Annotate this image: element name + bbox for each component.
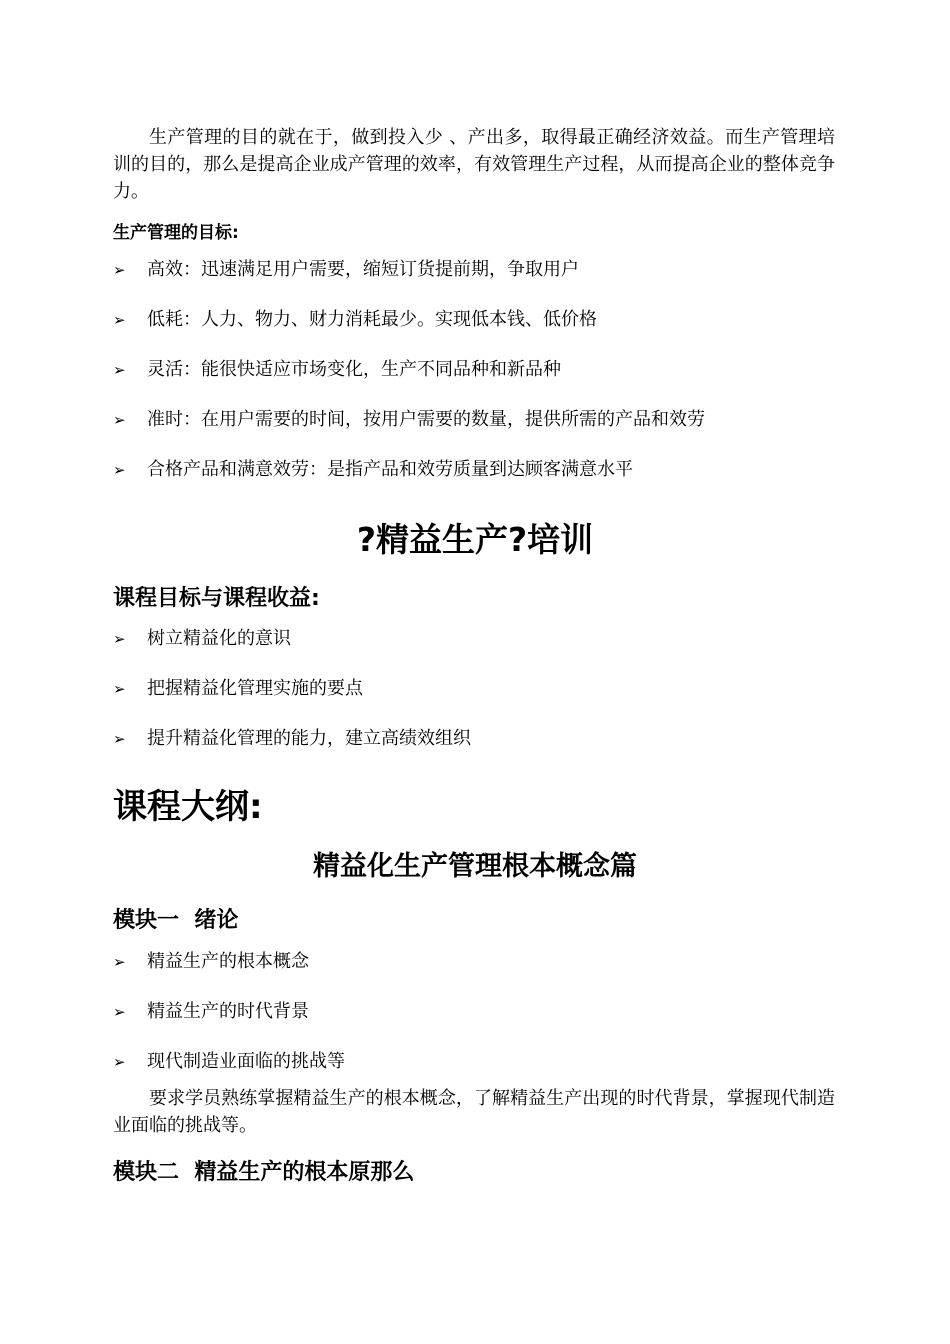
list-item [113, 257, 579, 283]
list-item-label: 低耗：人力、物力、财力消耗最少。实现低本钱、低价格 [147, 309, 597, 330]
list-item-label: 树立精益化的意识 [147, 628, 291, 649]
list-item [113, 357, 561, 383]
list-item-label: 精益生产的时代背景 [147, 1001, 309, 1022]
list-item-label: 现代制造业面临的挑战等 [147, 1051, 345, 1072]
intro-paragraph: 生产管理的目的就在于，做到投入少 、产出多，取得最正确经济效益。而生产管理培训的目的，那么是提高企业成产管理的效率，有效管理生产过程，从而提高企业的整体竞争力。 [113, 127, 835, 202]
module1-paragraph: 要求学员熟练掌握精益生产的根本概念，了解精益生产出现的时代背景，掌握现代制造业面临的挑战等。 [113, 1088, 835, 1136]
module2-heading: 模块二 精益生产的根本原那么 [113, 1160, 415, 1185]
arrow-bullet-icon: ➢ [113, 411, 126, 429]
arrow-bullet-icon: ➢ [113, 311, 126, 329]
arrow-bullet-icon: ➢ [113, 953, 126, 971]
list-item-label: 把握精益化管理实施的要点 [147, 678, 363, 699]
arrow-bullet-icon: ➢ [113, 1003, 126, 1021]
list-item [113, 626, 291, 652]
benefits-heading: 课程目标与课程收益: [113, 586, 320, 611]
list-item [113, 307, 597, 333]
list-item-label: 准时：在用户需要的时间，按用户需要的数量，提供所需的产品和效劳 [147, 409, 705, 430]
list-item [113, 949, 309, 975]
list-item [113, 726, 471, 752]
training-title: ?精益生产?培训 [356, 520, 594, 559]
arrow-bullet-icon: ➢ [113, 361, 126, 379]
list-item [113, 676, 363, 702]
arrow-bullet-icon: ➢ [113, 630, 126, 648]
outline-heading: 课程大纲: [113, 787, 263, 827]
list-item-label: 灵活：能很快适应市场变化，生产不同品种和新品种 [147, 359, 561, 380]
list-item-label: 合格产品和满意效劳：是指产品和效劳质量到达顾客满意水平 [147, 459, 633, 480]
module1-heading: 模块一 绪论 [113, 908, 239, 933]
list-item-label: 精益生产的根本概念 [147, 951, 309, 972]
arrow-bullet-icon: ➢ [113, 1053, 126, 1071]
list-item [113, 457, 633, 483]
arrow-bullet-icon: ➢ [113, 261, 126, 279]
list-item-label: 高效：迅速满足用户需要，缩短订货提前期，争取用户 [147, 259, 579, 280]
list-item [113, 999, 309, 1025]
list-item [113, 407, 705, 433]
goals-heading: 生产管理的目标: [113, 223, 239, 243]
section-title: 精益化生产管理根本概念篇 [313, 851, 637, 882]
arrow-bullet-icon: ➢ [113, 461, 126, 479]
list-item-label: 提升精益化管理的能力，建立高绩效组织 [147, 728, 471, 749]
list-item [113, 1049, 345, 1075]
arrow-bullet-icon: ➢ [113, 730, 126, 748]
arrow-bullet-icon: ➢ [113, 680, 126, 698]
